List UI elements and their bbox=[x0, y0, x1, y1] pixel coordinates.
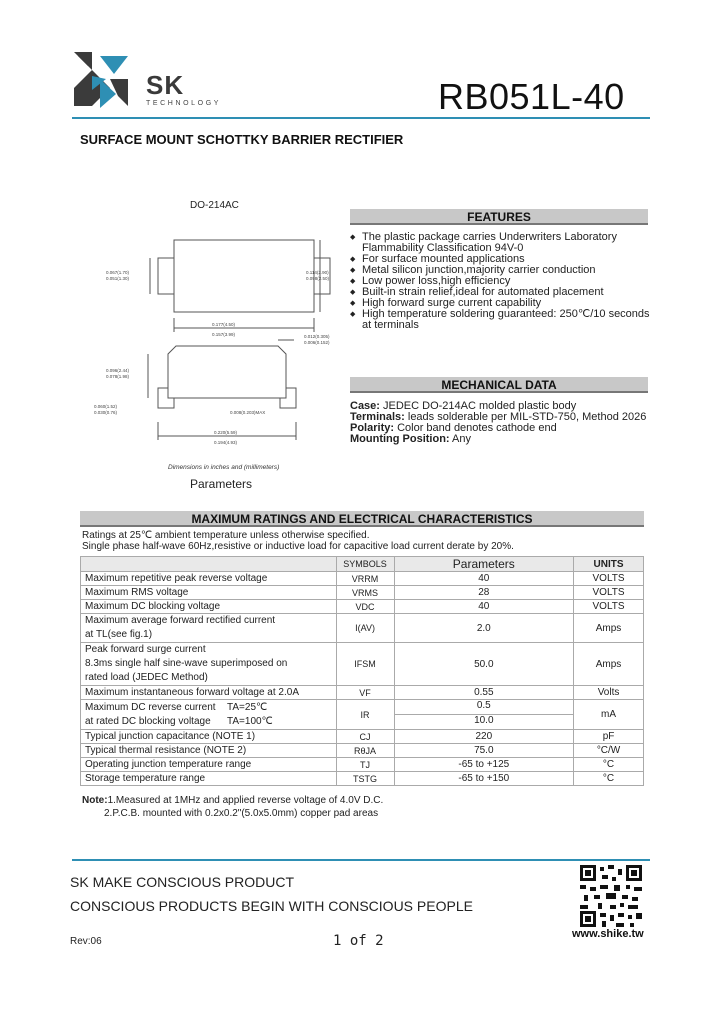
unit-cell: Volts bbox=[574, 686, 644, 700]
param-line: 8.3ms single half sine-wave superimposed on bbox=[85, 658, 288, 669]
note-line: 1.Measured at 1MHz and applied reverse voltage of 4.0V D.C. bbox=[107, 795, 384, 806]
dim-label: 0.030(0.76) bbox=[94, 410, 118, 415]
param-cell: Maximum DC blocking voltage bbox=[81, 600, 337, 614]
value-cell: 50.0 bbox=[394, 643, 574, 686]
value-cell bbox=[394, 700, 574, 730]
mechanical-data bbox=[350, 401, 650, 445]
unit-cell: VOLTS bbox=[574, 586, 644, 600]
part-number: RB051L-40 bbox=[438, 76, 625, 117]
note-label: Note: bbox=[82, 795, 108, 806]
symbol-cell: IFSM bbox=[336, 643, 394, 686]
feature-item: ◆ High temperature soldering guaranteed: 250℃/10 seconds at terminals bbox=[350, 309, 650, 331]
terminals-text: leads solderable per MIL-STD-750, Method 2026 bbox=[404, 411, 647, 423]
package-label: DO-214AC bbox=[190, 200, 239, 211]
param-cell: Maximum instantaneous forward voltage at 2.0A bbox=[81, 686, 337, 700]
symbol-cell: CJ bbox=[336, 730, 394, 744]
table-row bbox=[81, 700, 644, 730]
table-row bbox=[81, 758, 644, 772]
polarity-label: Polarity: bbox=[350, 422, 395, 434]
param-cell bbox=[81, 614, 337, 643]
value-line: 0.5 bbox=[395, 700, 574, 715]
header-symbols: SYMBOLS bbox=[336, 557, 394, 572]
value-cell: 75.0 bbox=[394, 744, 574, 758]
value-cell: 220 bbox=[394, 730, 574, 744]
param-cell: Operating junction temperature range bbox=[81, 758, 337, 772]
dim-label: 0.006(0.152) bbox=[304, 340, 330, 345]
value-cell: 40 bbox=[394, 600, 574, 614]
features-heading: FEATURES bbox=[350, 209, 648, 225]
param-cell: Typical thermal resistance (NOTE 2) bbox=[81, 744, 337, 758]
qr-code-icon bbox=[580, 865, 642, 927]
dimension-note: Dimensions in inches and (millimeters) bbox=[168, 464, 280, 471]
value-cell: 0.55 bbox=[394, 686, 574, 700]
dim-label: 0.012(0.305) bbox=[304, 334, 330, 339]
note-line: 2.P.C.B. mounted with 0.2x0.2"(5.0x5.0mm) copper pad areas bbox=[104, 808, 379, 819]
condition-text: TA=25℃ bbox=[227, 701, 268, 713]
param-cell: Maximum RMS voltage bbox=[81, 586, 337, 600]
dim-label: 0.078(1.98) bbox=[106, 374, 130, 379]
unit-cell: Amps bbox=[574, 643, 644, 686]
feature-item: ◆ Low power loss,high efficiency bbox=[350, 276, 650, 287]
table-row bbox=[81, 600, 644, 614]
param-line: Peak forward surge current bbox=[85, 644, 206, 655]
symbol-cell: I(AV) bbox=[336, 614, 394, 643]
symbol-cell: TSTG bbox=[336, 772, 394, 786]
slogan-secondary: CONSCIOUS PRODUCTS BEGIN WITH CONSCIOUS PEOPLE bbox=[70, 898, 473, 914]
revision: Rev:06 bbox=[70, 936, 102, 947]
table-row bbox=[81, 772, 644, 786]
table-row bbox=[81, 572, 644, 586]
value-line: 10.0 bbox=[474, 715, 494, 726]
dim-label: 0.096(2.44) bbox=[106, 368, 130, 373]
slogan-primary: SK MAKE CONSCIOUS PRODUCT bbox=[70, 874, 295, 890]
ratings-line: Ratings at 25℃ ambient temperature unless otherwise specified. bbox=[82, 530, 370, 541]
value-cell: -65 to +125 bbox=[394, 758, 574, 772]
condition-text: TA=100℃ bbox=[227, 715, 273, 727]
notes bbox=[82, 794, 383, 820]
param-line: rated load (JEDEC Method) bbox=[85, 672, 208, 683]
unit-cell: °C/W bbox=[574, 744, 644, 758]
dim-label: 0.067(1.70) bbox=[106, 270, 130, 275]
ratings-heading: MAXIMUM RATINGS AND ELECTRICAL CHARACTERISTICS bbox=[80, 511, 644, 527]
symbol-cell: VRRM bbox=[336, 572, 394, 586]
mounting-label: Mounting Position: bbox=[350, 433, 450, 445]
feature-item: ◆ Metal silicon junction,majority carrier conduction bbox=[350, 265, 650, 276]
value-cell: -65 to +150 bbox=[394, 772, 574, 786]
case-text: JEDEC DO-214AC molded plastic body bbox=[379, 400, 577, 412]
polarity-text: Color band denotes cathode end bbox=[394, 422, 557, 434]
table-row bbox=[81, 643, 644, 686]
unit-cell: VOLTS bbox=[574, 572, 644, 586]
dim-label: 0.060(1.52) bbox=[94, 404, 118, 409]
unit-cell: Amps bbox=[574, 614, 644, 643]
symbol-cell: TJ bbox=[336, 758, 394, 772]
value-cell: 2.0 bbox=[394, 614, 574, 643]
symbol-cell: VDC bbox=[336, 600, 394, 614]
ratings-conditions bbox=[82, 530, 514, 552]
table-row bbox=[81, 744, 644, 758]
terminals-label: Terminals: bbox=[350, 411, 405, 423]
symbol-cell: IR bbox=[336, 700, 394, 730]
feature-item: ◆ For surface mounted applications bbox=[350, 254, 650, 265]
unit-cell: °C bbox=[574, 772, 644, 786]
dim-label: 0.098(2.50) bbox=[306, 276, 330, 281]
mechanical-heading: MECHANICAL DATA bbox=[350, 377, 648, 393]
table-row bbox=[81, 686, 644, 700]
dim-label: 0.194(4.93) bbox=[214, 440, 238, 445]
value-cell: 40 bbox=[394, 572, 574, 586]
param-line: Maximum DC reverse current bbox=[85, 701, 216, 713]
param-cell bbox=[81, 700, 337, 730]
param-line: at TL(see fig.1) bbox=[85, 629, 153, 640]
unit-cell: mA bbox=[574, 700, 644, 730]
param-line: at rated DC blocking voltage bbox=[85, 715, 211, 727]
param-cell: Maximum repetitive peak reverse voltage bbox=[81, 572, 337, 586]
table-row bbox=[81, 586, 644, 600]
param-cell: Typical junction capacitance (NOTE 1) bbox=[81, 730, 337, 744]
brand-subtitle: TECHNOLOGY bbox=[146, 100, 222, 107]
param-cell: Storage temperature range bbox=[81, 772, 337, 786]
document-subtitle: SURFACE MOUNT SCHOTTKY BARRIER RECTIFIER bbox=[80, 132, 404, 147]
brand-name: SK bbox=[146, 70, 185, 100]
dim-label: 0.177(4.50) bbox=[212, 322, 236, 327]
package-outline-drawing bbox=[94, 222, 348, 472]
website-url: www.shike.tw bbox=[572, 928, 644, 940]
feature-item: ◆ Built-in strain relief,ideal for automated placement bbox=[350, 287, 650, 298]
symbol-cell: VF bbox=[336, 686, 394, 700]
feature-item: ◆ The plastic package carries Underwriters Laboratory Flammability Classification 94V-0 bbox=[350, 232, 650, 254]
dim-label: 0.157(3.99) bbox=[212, 332, 236, 337]
table-row bbox=[81, 614, 644, 643]
table-row bbox=[81, 730, 644, 744]
symbol-cell: RθJA bbox=[336, 744, 394, 758]
features-list bbox=[350, 232, 650, 331]
symbol-cell: VRMS bbox=[336, 586, 394, 600]
drawing-caption: Parameters bbox=[190, 477, 253, 491]
footer-divider bbox=[72, 859, 650, 861]
param-cell bbox=[81, 643, 337, 686]
dim-label: 0.114(2.90) bbox=[306, 270, 329, 275]
unit-cell: VOLTS bbox=[574, 600, 644, 614]
case-label: Case: bbox=[350, 400, 380, 412]
header-divider bbox=[72, 117, 650, 119]
ratings-table bbox=[80, 556, 644, 786]
dim-label: 0.220(5.59) bbox=[214, 430, 238, 435]
page-number: 1 of 2 bbox=[333, 933, 384, 949]
value-cell: 28 bbox=[394, 586, 574, 600]
sk-logo-icon bbox=[70, 48, 132, 110]
unit-cell: °C bbox=[574, 758, 644, 772]
ratings-line: Single phase half-wave 60Hz,resistive or inductive load for capacitive load current derate by 20%. bbox=[82, 541, 514, 552]
dim-label: 0.051(1.30) bbox=[106, 276, 130, 281]
mounting-text: Any bbox=[449, 433, 471, 445]
unit-cell: pF bbox=[574, 730, 644, 744]
header-parameters: Parameters bbox=[394, 557, 574, 572]
param-line: Maximum average forward rectified current bbox=[85, 615, 276, 626]
header-units: UNITS bbox=[574, 557, 644, 572]
table-header-row bbox=[81, 557, 644, 572]
feature-item: ◆ High forward surge current capability bbox=[350, 298, 650, 309]
dim-label: 0.008(0.203)MAX bbox=[230, 410, 266, 415]
